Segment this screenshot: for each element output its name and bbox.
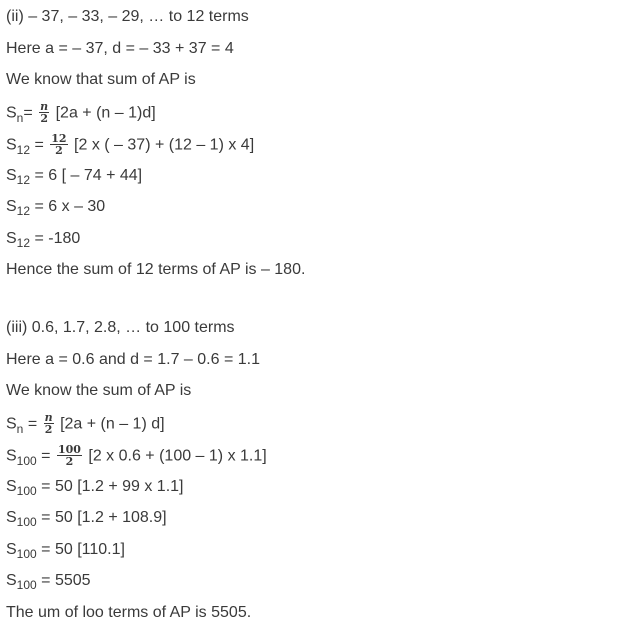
sum-subscript: 100 — [16, 484, 37, 498]
fraction-numerator: 100 — [57, 443, 81, 456]
step-body: = 6 x – 30 — [34, 198, 106, 215]
formula-body: [2a + (n – 1) d] — [60, 415, 165, 433]
part3-heading: (iii) 0.6, 1.7, 2.8, … to 100 terms — [6, 319, 235, 336]
fraction — [44, 412, 54, 435]
sum-subscript: 100 — [16, 578, 37, 592]
part3-step4 — [6, 540, 125, 560]
step-body: [2 x ( – 37) + (12 – 1) x 4] — [74, 136, 255, 154]
equals-sign: = — [41, 447, 51, 465]
fraction — [50, 133, 67, 156]
step-body: = 5505 — [41, 572, 91, 589]
sum-subscript: 100 — [16, 547, 37, 561]
sum-symbol: S — [6, 104, 17, 122]
part3-conclusion: The um of loo terms of AP is 5505. — [6, 604, 252, 621]
sum-subscript: 12 — [16, 142, 31, 157]
fraction-denominator: 2 — [44, 423, 53, 436]
sum-subscript: n — [16, 421, 24, 436]
part2-step3 — [6, 197, 105, 217]
sum-symbol: S — [6, 509, 17, 526]
sum-symbol: S — [6, 198, 17, 215]
part2-step1 — [6, 134, 254, 157]
part3-given: Here a = 0.6 and d = 1.7 – 0.6 = 1.1 — [6, 351, 260, 368]
fraction-numerator: n — [44, 411, 53, 424]
fraction-denominator: 2 — [55, 144, 63, 157]
step-body: = 50 [1.2 + 99 x 1.1] — [41, 478, 184, 495]
sum-symbol: S — [6, 541, 17, 558]
step-body: = 50 [110.1] — [41, 541, 125, 558]
sum-subscript: 100 — [16, 515, 37, 529]
step-body: = -180 — [34, 230, 81, 247]
step-body: = 50 [1.2 + 108.9] — [41, 509, 167, 526]
part2-step4 — [6, 229, 80, 249]
sum-symbol: S — [6, 447, 17, 465]
fraction-denominator: 2 — [65, 455, 74, 468]
part2-formula — [6, 102, 156, 125]
sum-subscript: 12 — [16, 236, 31, 250]
part2-conclusion: Hence the sum of 12 terms of AP is – 180. — [6, 261, 306, 278]
part3-step3 — [6, 508, 167, 528]
part3-know: We know the sum of AP is — [6, 382, 192, 399]
fraction — [39, 101, 49, 124]
equals-sign: = — [27, 415, 38, 433]
part3-formula — [6, 413, 165, 436]
equals-sign: = — [34, 136, 44, 154]
formula-body: [2a + (n – 1)d] — [55, 104, 156, 122]
sum-symbol: S — [6, 136, 17, 154]
sum-symbol: S — [6, 478, 17, 495]
step-body: = 6 [ – 74 + 44] — [34, 167, 143, 184]
sum-subscript: 12 — [16, 204, 31, 218]
part2-given: Here a = – 37, d = – 33 + 37 = 4 — [6, 40, 234, 57]
sum-subscript: n — [16, 110, 24, 125]
fraction-numerator: n — [40, 100, 49, 113]
sum-subscript: 12 — [16, 173, 31, 187]
part2-heading: (ii) – 37, – 33, – 29, … to 12 terms — [6, 8, 249, 25]
sum-symbol: S — [6, 230, 17, 247]
part3-step5 — [6, 571, 91, 591]
part2-know: We know that sum of AP is — [6, 71, 196, 88]
sum-symbol: S — [6, 415, 17, 433]
sum-symbol: S — [6, 167, 17, 184]
step-body: [2 x 0.6 + (100 – 1) x 1.1] — [88, 447, 267, 465]
sum-subscript: 100 — [16, 453, 37, 468]
sum-symbol: S — [6, 572, 17, 589]
part3-step2 — [6, 477, 183, 497]
fraction — [57, 444, 82, 467]
part3-step1 — [6, 445, 267, 468]
equals-sign: = — [23, 104, 33, 122]
part2-step2 — [6, 166, 142, 186]
fraction-numerator: 12 — [51, 132, 67, 145]
fraction-denominator: 2 — [40, 112, 48, 125]
